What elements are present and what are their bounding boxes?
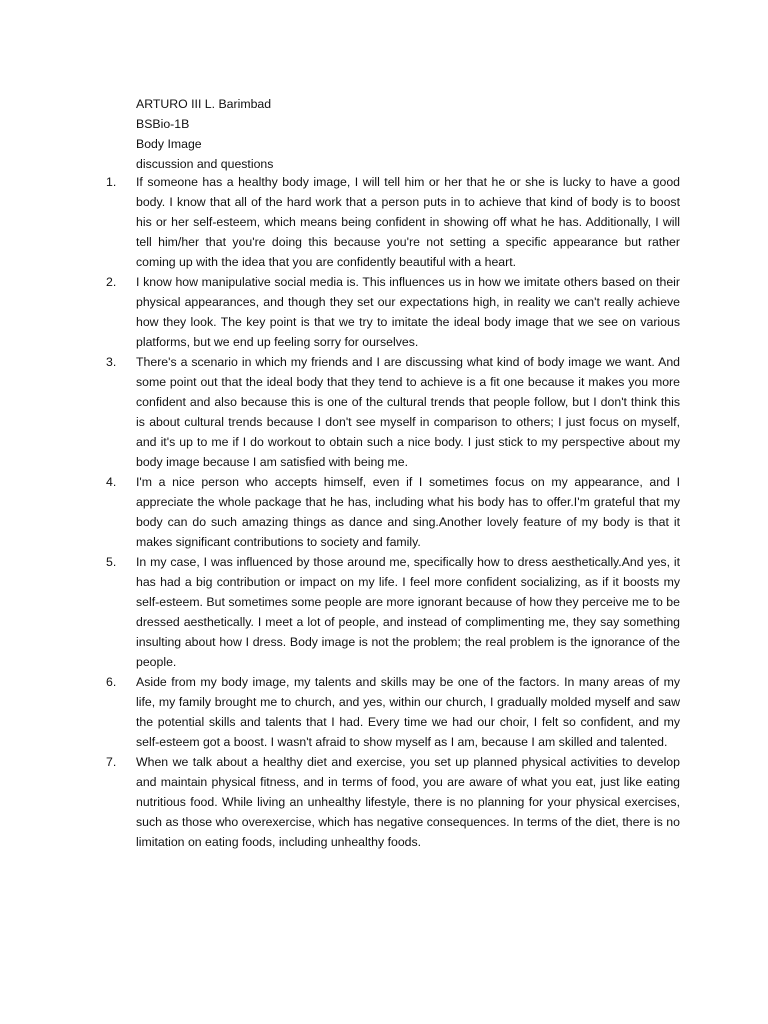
list-item [106, 172, 680, 272]
list-item [106, 672, 680, 752]
item-number: 1. [106, 175, 117, 189]
document-header [136, 94, 696, 174]
item-text: I'm a nice person who accepts himself, even if I sometimes focus on my appearance, and I appreciate the whole package that he has, including what his body has to offer.I'm grateful that my body can do such amazing things as dance and sing.Another lovely feature of my body is that it makes significant contributions to society and family. [136, 475, 680, 549]
item-text: Aside from my body image, my talents and skills may be one of the factors. In many areas of my life, my family brought me to church, and yes, within our church, I gradually molded myself and saw the potential skills and talents that I had. Every time we had our choir, I felt so confident, and my self-esteem got a boost. I wasn't afraid to show myself as I am, because I am skilled and talented. [136, 675, 680, 749]
item-text: In my case, I was influenced by those around me, specifically how to dress aesthetically.And yes, it has had a big contribution or impact on my life. I feel more confident socializing, as if it boosts my self-esteem. But sometimes some people are more ignorant because of how they perceive me to be dressed aesthetically. I meet a lot of people, and instead of complimenting me, they say something insulting about how I dress. Body image is not the problem; the real problem is the ignorance of the people. [136, 555, 680, 669]
item-text: There's a scenario in which my friends and I are discussing what kind of body image we want. And some point out that the ideal body that they tend to achieve is a fit one because it makes you more confident and also because this is one of the cultural trends that people follow, but I don't think this is about cultural trends because I don't see myself in comparison to others; I just focus on myself, and it's up to me if I do workout to obtain such a nice body. I just stick to my perspective about my body image because I am satisfied with being me. [136, 355, 680, 469]
item-text: If someone has a healthy body image, I will tell him or her that he or she is lucky to have a good body. I know that all of the hard work that a person puts in to achieve that kind of body is to boost his or her self-esteem, which means being confident in showing off what he has. Additionally, I will tell him/her that you're doing this because you're not setting a specific appearance but rather coming up with the idea that you are confidently beautiful with a heart. [136, 175, 680, 269]
list-item [106, 352, 680, 472]
list-item [106, 552, 680, 672]
item-number: 2. [106, 275, 117, 289]
document-topic: Body Image [136, 137, 202, 151]
item-number: 5. [106, 555, 117, 569]
item-number: 7. [106, 755, 117, 769]
document-subtitle: discussion and questions [136, 157, 274, 171]
item-number: 6. [106, 675, 117, 689]
item-number: 4. [106, 475, 117, 489]
item-text: When we talk about a healthy diet and exercise, you set up planned physical activities to develop and maintain physical fitness, and in terms of food, you are aware of what you eat, just like eating nutritious food. While living an unhealthy lifestyle, there is no planning for your physical exercises, such as those who overexercise, which has negative consequences. In terms of the diet, there is no limitation on eating foods, including unhealthy foods. [136, 755, 680, 849]
answers-list [106, 172, 680, 852]
list-item [106, 752, 680, 852]
list-item [106, 272, 680, 352]
author-name: ARTURO III L. Barimbad [136, 97, 272, 111]
item-text: I know how manipulative social media is. This influences us in how we imitate others based on their physical appearances, and though they set our expectations high, in reality we can't really achieve how they look. The key point is that we try to imitate the ideal body image that we see on various platforms, but we end up feeling sorry for ourselves. [136, 275, 680, 349]
class-section: BSBio-1B [136, 117, 190, 131]
item-number: 3. [106, 355, 117, 369]
list-item [106, 472, 680, 552]
